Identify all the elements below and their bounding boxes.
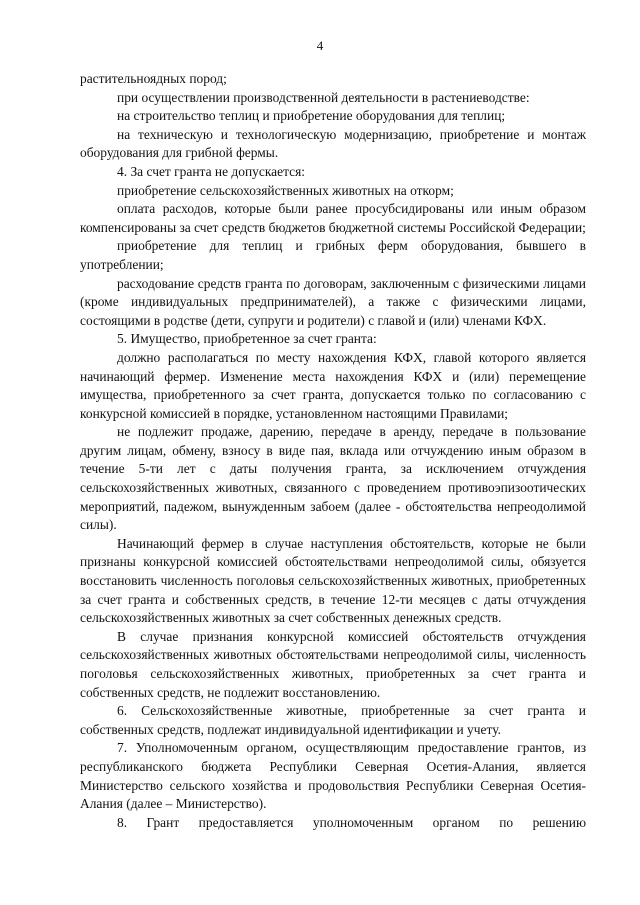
page-number: 4 bbox=[316, 38, 324, 53]
paragraph: на строительство теплиц и приобретение оборудования для теплиц; bbox=[117, 108, 506, 124]
paragraph: Начинающий фермер в случае наступления обстоятельств, которые не были признаны конкурсной комиссией обстоятельствами непреодолимой силы, обязуется восстановить численность поголовья сельскохозяйственных животных, приобретенных за счет гранта и собственных средств, в течение 12-ти месяцев с даты отчуждения сельскохозяйственных животных за счет собственных денежных средств. bbox=[80, 535, 586, 626]
paragraph: 8. Грант предоставляется уполномоченным органом по решению bbox=[117, 814, 586, 830]
paragraph: 7. Уполномоченным органом, осуществляющим предоставление грантов, из республиканского бюджета Республики Северная Осетия-Алания, является Министерство сельского хозяйства и продовольствия Республики Северная Осетия-Алания (далее – Министерство). bbox=[80, 740, 586, 812]
paragraph: 6. Сельскохозяйственные животные, приобретенные за счет гранта и собственных средств, подлежат индивидуальной идентификации и учету. bbox=[80, 703, 586, 737]
paragraph: 5. Имущество, приобретенное за счет гранта: bbox=[117, 331, 377, 347]
paragraph: расходование средств гранта по договорам, заключенным с физическими лицами (кроме индивидуальных предпринимателей), а также с физическими лицами, состоящими в родстве (дети, супруги и родители) с главой и (или) членами КФХ. bbox=[80, 275, 586, 328]
paragraph: при осуществлении производственной деятельности в растениеводстве: bbox=[117, 89, 530, 105]
paragraph: не подлежит продаже, дарению, передаче в аренду, передаче в пользование другим лицам, обмену, взносу в виде пая, вклада или отчуждению иным образом в течение 5-ти лет с даты получения гранта, за исключением отчуждения сельскохозяйственных животных, связанного с проведением противоэпизоотических мероприятий, падежом, вынужденным забоем (далее - обстоятельства непреодолимой силы). bbox=[80, 424, 586, 533]
paragraph: В случае признания конкурсной комиссией обстоятельств отчуждения сельскохозяйственных животных обстоятельствами непреодолимой силы, численность поголовья сельскохозяйственных животных, приобретенных за счет гранта и собственных средств, не подлежит восстановлению. bbox=[80, 628, 586, 700]
paragraph: приобретение для теплиц и грибных ферм оборудования, бывшего в употреблении; bbox=[80, 238, 586, 272]
paragraph: приобретение сельскохозяйственных животных на откорм; bbox=[117, 182, 454, 198]
paragraph: оплата расходов, которые были ранее просубсидированы или иным образом компенсированы за счет средств бюджетов бюджетной системы Российской Федерации; bbox=[80, 201, 586, 235]
paragraph: должно располагаться по месту нахождения КФХ, главой которого является начинающий фермер. Изменение места нахождения КФХ и (или) перемещение имущества, приобретенного за счет гранта, допускается только по согласованию с конкурсной комиссией в порядке, установленном настоящими Правилами; bbox=[80, 349, 586, 421]
paragraph: на техническую и технологическую модернизацию, приобретение и монтаж оборудования для грибной фермы. bbox=[80, 126, 586, 161]
document-body bbox=[80, 70, 586, 832]
paragraph: растительноядных пород; bbox=[80, 71, 227, 86]
paragraph: 4. За счет гранта не допускается: bbox=[117, 163, 306, 179]
